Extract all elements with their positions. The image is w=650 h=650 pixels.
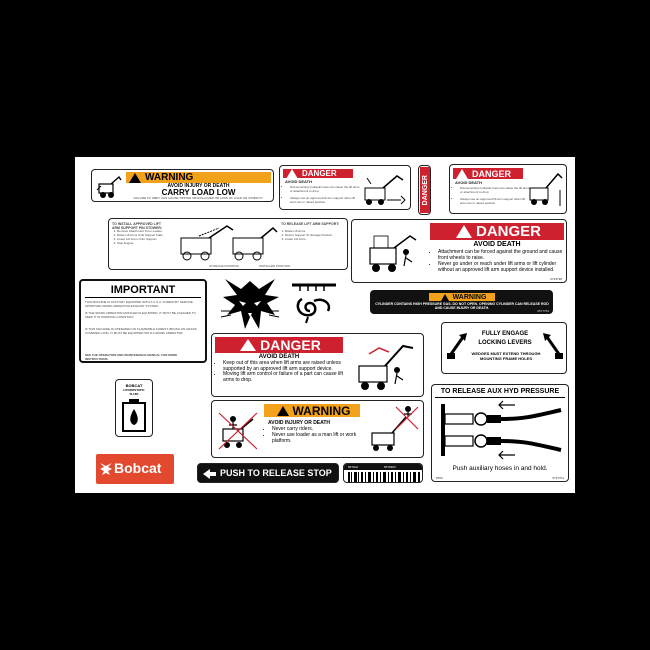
- loader-raised-arms-icon: [349, 338, 421, 394]
- danger-keep-out-decal: [211, 333, 424, 397]
- danger-vertical-decal: [418, 165, 431, 215]
- fluid-line-2: FLUID: [129, 392, 139, 396]
- avoid-death-text: AVOID DEATH: [285, 179, 312, 184]
- danger-triangle-icon: [456, 169, 468, 179]
- hydraulic-quick-coupler-icon: [288, 277, 340, 327]
- barcode-icon: [348, 472, 420, 483]
- aux-caption: Push auxiliary hoses in and hold.: [452, 465, 548, 472]
- release-step: 1. Raise Lift Arms.: [285, 229, 348, 233]
- loader-under-arms-icon: [356, 226, 426, 276]
- danger-header: [430, 223, 564, 240]
- locking-levers-text: LOCKING LEVERS: [478, 340, 532, 346]
- avoid-injury-text: AVOID INJURY OR DEATH: [167, 183, 230, 189]
- failure-text: FAILURE TO OBEY CAN CAUSE TIPPING OR ROLLOVER OR LOSS OF LOAD OR VISIBILITY.: [133, 196, 264, 200]
- danger-item: • Disconnecting hydraulic lines can cause the lift arms or attachment to drop.: [460, 186, 532, 194]
- header-text: DANGER: [302, 169, 337, 178]
- header-text: DANGER: [260, 337, 321, 353]
- fluid-container-icon: [121, 399, 147, 433]
- carry-load-low-text: CARRY LOAD LOW: [161, 188, 236, 197]
- loader-lift-arm-icon: [524, 168, 566, 212]
- barcode-code: 6576303: [384, 465, 396, 469]
- install-step: 4. Stop Engine.: [117, 241, 177, 245]
- install-step: 3. Lower Lift Arms Onto Support.: [117, 237, 177, 241]
- loader-lift-arm-icon: [357, 170, 409, 208]
- fluid-line-1: HYDROSTATIC: [123, 388, 145, 392]
- bobcat-brand-text: Bobcat: [114, 460, 162, 476]
- important-para-2: IF THE SPARK ARRESTOR MUFFLER IS EQUIPPED, IT MUST BE CLEANED TO KEEP IT IN WORKING CONDITION.: [85, 311, 196, 319]
- header-text: DANGER: [475, 223, 541, 240]
- hydraulic-coupler-decal: [288, 277, 340, 327]
- danger-triangle-icon: [456, 225, 472, 238]
- danger-item: • Always use an approved lift arm support when lift arms are in raised position.: [460, 197, 532, 205]
- barcode-code-2: 6570ref: [348, 465, 359, 469]
- release-step: 2. Return Support To Storage Position.: [285, 233, 348, 237]
- push-to-release-text: PUSH TO RELEASE STOP: [220, 468, 332, 478]
- important-para-1: THIS MACHINE IS FACTORY EQUIPPED WITH A U.S.A. FORESTRY SERVICE APPROVED SPARK ARRESTOR EXHAUST SYSTEM.: [85, 300, 193, 308]
- aux-title: TO RELEASE AUX HYD PRESSURE: [440, 388, 560, 395]
- release-title: TO RELEASE LIFT ARM SUPPORT:: [281, 222, 340, 226]
- danger-items: [428, 249, 567, 273]
- important-para-3: IF THIS MACHINE IS OPERATED ON FLAMMABLE FOREST, BRUSH OR GRASS COVERED LAND, IT MUST BE EQUIPPED WITH A SPARK ARRESTOR.: [85, 327, 197, 335]
- push-to-release-stop-decal: [197, 463, 339, 483]
- avoid-death-text: AVOID DEATH: [258, 354, 300, 360]
- bobcat-brand-decal: [96, 454, 174, 484]
- danger-item: • Keep out of this area when lift arms are raised unless supported by an approved lift arm support device.: [223, 361, 353, 372]
- wedges-text: WEDGES MUST EXTEND THROUGH MOUNTING FRAME HOLES: [471, 351, 541, 361]
- danger-header: [283, 169, 353, 178]
- release-steps: [271, 229, 348, 241]
- loader-rider-icon: [215, 409, 261, 453]
- lift-arm-support-instructions-decal: [108, 218, 348, 270]
- barcode-decal: [343, 463, 423, 483]
- danger-items: [450, 186, 532, 205]
- danger-triangle-icon: [286, 169, 298, 179]
- danger-items: [213, 361, 353, 383]
- push-arrow-bar: [210, 472, 216, 476]
- warning-triangle-icon: [277, 406, 289, 416]
- danger-hydraulic-lines-decal: [279, 165, 411, 210]
- install-steps: [108, 229, 177, 245]
- avoid-death-text: AVOID DEATH: [455, 180, 482, 185]
- cylinder-warning-text: CYLINDER CONTAINS HIGH PRESSURE GAS. DO NOT OPEN. OPENING CYLINDER CAN RELEASE ROD AND CAUSE INJURY OR DEATH.: [375, 302, 549, 310]
- decal-code: 6577754: [537, 309, 549, 313]
- warning-item: • Never use loader as a man lift or work platform.: [272, 432, 370, 444]
- avoid-injury-text: AVOID INJURY OR DEATH: [268, 420, 331, 426]
- aux-code-right: 6737701: [552, 476, 564, 480]
- header-text: WARNING: [145, 172, 194, 183]
- danger-item: • Never go under or reach under lift arms or lift cylinder without an approved lift arm support device installed.: [438, 261, 567, 273]
- warning-carry-load-low-decal: [91, 169, 274, 202]
- warning-items: [262, 426, 370, 444]
- release-step: 3. Lower Lift Arms.: [285, 237, 348, 241]
- lift-arm-support-illustration-icon: [169, 222, 279, 264]
- header-text: WARNING: [292, 403, 351, 418]
- danger-vertical-header: [420, 167, 430, 213]
- lever-arrow-icon-right: [541, 331, 565, 361]
- lever-arrow-icon: [445, 331, 471, 361]
- danger-hydraulic-lines-decal-2: [449, 164, 567, 214]
- push-arrow-icon: [203, 469, 210, 479]
- danger-header: [215, 337, 343, 353]
- divider: [435, 397, 565, 398]
- important-spark-arrestor-decal: [79, 279, 207, 363]
- fully-engage-text: FULLY ENGAGE: [481, 331, 529, 337]
- loader-platform-icon: [364, 405, 420, 455]
- danger-triangle-icon: [240, 339, 256, 351]
- fully-engage-levers-decal: [441, 322, 567, 374]
- danger-item: • Moving lift arm control or failure of a part can cause lift arms to drop.: [223, 372, 353, 383]
- danger-attachment-forced-decal: [351, 219, 567, 283]
- storage-position-caption: STORAGE POSITION: [209, 264, 239, 268]
- avoid-death-text: AVOID DEATH: [473, 241, 521, 248]
- important-footer: SEE THE OPERATION AND MAINTENANCE MANUAL FOR MORE INSTRUCTIONS.: [85, 353, 178, 361]
- bobcat-head-icon: [99, 462, 113, 476]
- danger-items: [280, 185, 362, 204]
- divider: [85, 297, 201, 298]
- decal-sheet: [75, 157, 575, 493]
- header-text: WARNING: [452, 293, 487, 301]
- aux-code-left: 6554: [436, 476, 443, 480]
- warning-triangle-icon: [129, 173, 141, 183]
- release-aux-hyd-pressure-decal: [431, 384, 569, 482]
- install-title: TO INSTALL APPROVED LIFT ARM SUPPORT PIN STOWER:: [112, 222, 163, 230]
- danger-item: • Attachment can be forced against the ground and cause front wheels to raise.: [438, 249, 567, 261]
- installed-position-caption: INSTALLED POSITION: [259, 264, 291, 268]
- warning-header: [126, 172, 271, 183]
- warning-riders-decal: [211, 400, 424, 458]
- warning-header: [429, 293, 495, 301]
- danger-item: • Always use an approved lift arm support when lift arms are in raised position.: [290, 196, 362, 204]
- hydrostatic-fluid-decal: [115, 379, 153, 437]
- warning-cylinder-gas-decal: [370, 290, 553, 314]
- install-step: 2. Raise Lift Arms Until Support Falls.: [117, 233, 177, 237]
- decal-code: 6724798: [550, 277, 562, 281]
- install-step: 1. Remove Attachment From Loader.: [117, 229, 177, 233]
- danger-item: • Disconnecting hydraulic lines can cause the lift arms or attachment to drop.: [290, 185, 362, 193]
- loader-tipping-icon: [95, 172, 123, 200]
- warning-triangle-icon: [441, 294, 449, 301]
- bobcat-logo-icon: [215, 275, 285, 333]
- fluid-brand-text: BOBCAT: [125, 383, 143, 388]
- bobcat-logo-decal: [215, 275, 285, 333]
- header-text: DANGER: [472, 168, 512, 179]
- header-text: DANGER: [421, 174, 429, 206]
- aux-coupler-icon: [435, 400, 565, 460]
- important-title: IMPORTANT: [110, 284, 176, 296]
- danger-header: [453, 168, 523, 179]
- warning-header: [264, 404, 360, 417]
- warning-item: • Never carry riders.: [272, 426, 370, 432]
